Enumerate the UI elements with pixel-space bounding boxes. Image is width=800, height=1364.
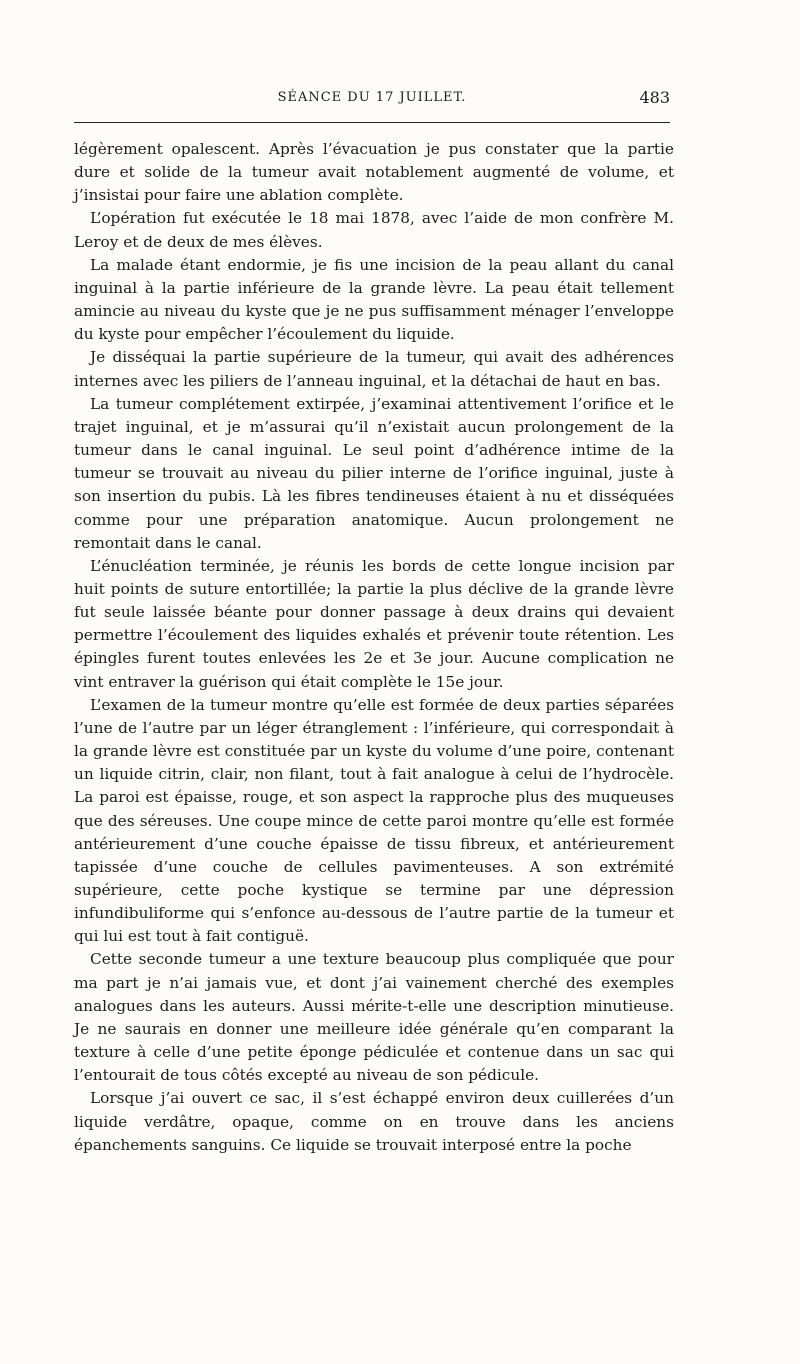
paragraph-5: La tumeur complétement extirpée, j’examinai attentivement l’orifice et le trajet inguinal, et je m’assurai qu’il n’existait aucun prolongement de la tumeur dans le canal inguinal. Le seul point d’adhérence intime de la tumeur se trouvait au niveau du pilier interne de l’orifice inguinal, juste à son insertion du pubis. Là les fibres tendineuses étaient à nu et disséquées comme pour une préparation anatomique. Aucun prolongement ne remontait dans le canal. [74,394,674,552]
paragraph-6: L’énucléation terminée, je réunis les bords de cette longue incision par huit points de suture entortillée; la partie la plus déclive de la grande lèvre fut seule laissée béante pour donner passage à deux drains qui devaient permettre l’écoulement des liquides exhalés et prévenir toute rétention. Les épingles furent toutes enlevées les 2e et 3e jour. Aucune complication ne vint entraver la guérison qui était complète le 15e jour. [74,556,674,691]
paragraph-2: L’opération fut exécutée le 18 mai 1878, avec l’aide de mon confrère M. Leroy et de deux de mes élèves. [74,209,674,251]
paragraph-1: légèrement opalescent. Après l’évacuation je pus constater que la partie dure et solide de la tumeur avait notablement augmenté de volume, et j’insistai pour faire une ablation complète. [74,140,674,205]
paragraph-4: Je disséquai la partie supérieure de la tumeur, qui avait des adhérences internes avec les piliers de l’anneau inguinal, et la détachai de haut en bas. [74,348,674,390]
paragraph-8: Cette seconde tumeur a une texture beaucoup plus compliquée que pour ma part je n’ai jamais vue, et dont j’ai vainement cherché des exemples analogues dans les auteurs. Aussi mérite-t-elle une description minutieuse. Je ne saurais en donner une meilleure idée générale qu’en comparant la texture à celle d’une petite éponge pédiculée et contenue dans un sac qui l’entourait de tous côtés excepté au niveau de son pédicule. [74,950,674,1085]
page-number: 483 [639,88,670,107]
paragraph-7: L’examen de la tumeur montre qu’elle est formée de deux parties séparées l’une de l’autre par un léger étranglement : l’inférieure, qui correspondait à la grande lèvre est constituée par un kyste du volume d’une poire, contenant un liquide citrin, clair, non filant, tout à fait analogue à celui de l’hydrocèle. La paroi est épaisse, rouge, et son aspect la rapproche plus des muqueuses que des séreuses. Une coupe mince de cette paroi montre qu’elle est formée antérieurement d’une couche épaisse de tissu fibreux, et antérieurement tapissée d’une couche de cellules pavimenteuses. A son extrémité supérieure, cette poche kystique se termine par une dépression infundibuliforme qui s’enfonce au-dessous de l’autre partie de la tumeur et qui lui est tout à fait contiguë. [74,695,674,946]
paragraph-3: La malade étant endormie, je fis une incision de la peau allant du canal inguinal à la partie inférieure de la grande lèvre. La peau était tellement amincie au niveau du kyste que je ne pus suffisamment ménager l’enveloppe du kyste pour empêcher l’écoulement du liquide. [74,255,674,344]
paragraph-9: Lorsque j’ai ouvert ce sac, il s’est échappé environ deux cuillerées d’un liquide verdâtre, opaque, comme on en trouve dans les anciens épanchements sanguins. Ce liquide se trouvait interposé entre la poche [74,1089,674,1154]
body-text [74,138,674,1157]
page-header [74,88,670,110]
running-head: SÉANCE DU 17 JUILLET. [277,90,467,105]
header-rule [74,122,670,123]
